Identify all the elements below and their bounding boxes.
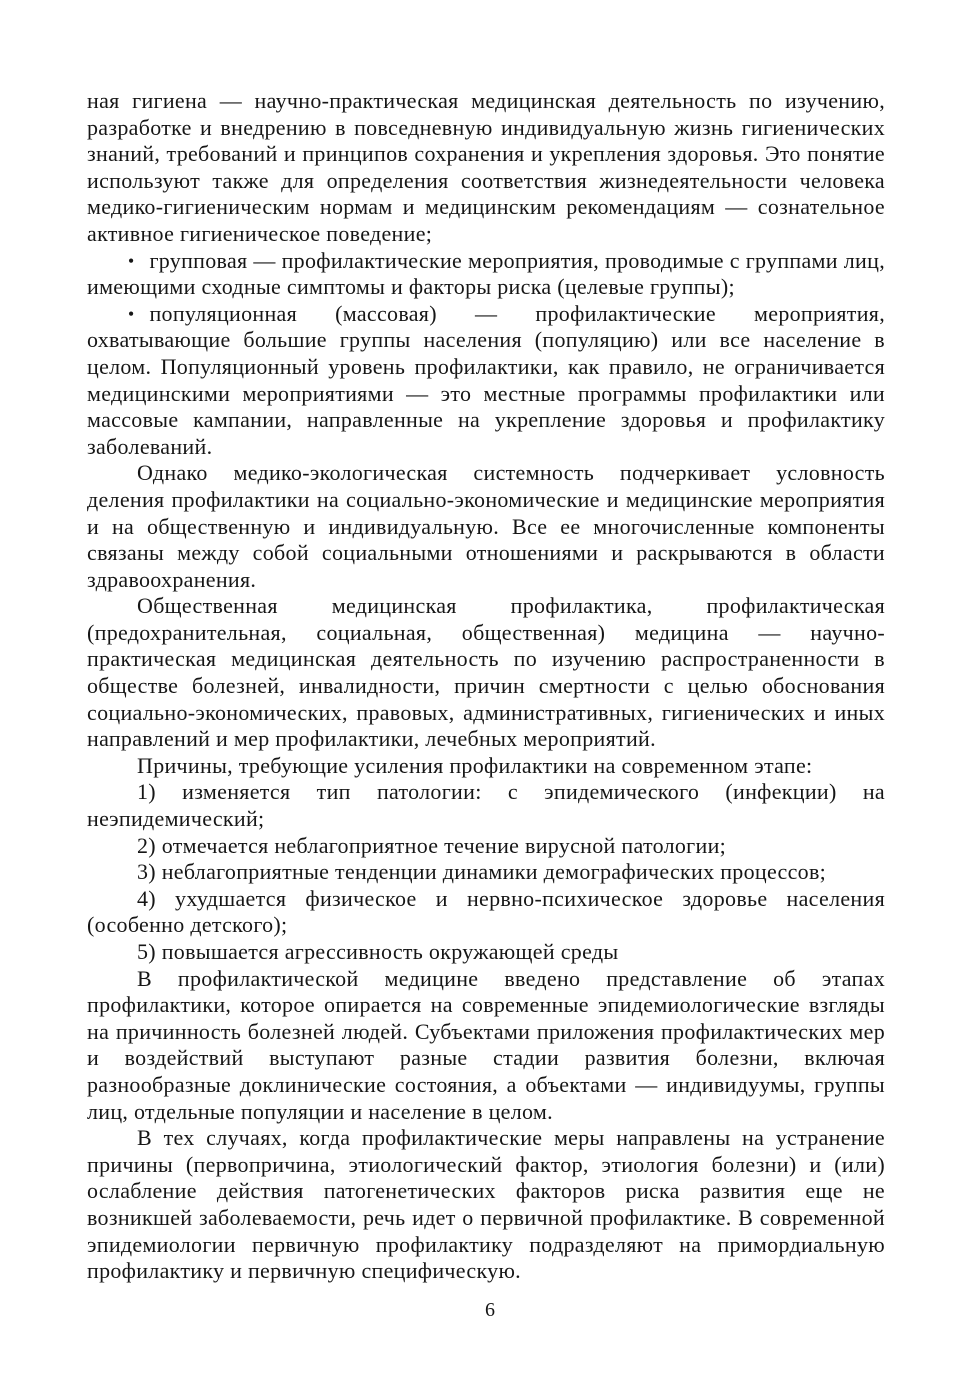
text-column xyxy=(87,88,885,1285)
bullet-icon: • xyxy=(128,303,135,324)
numbered-item-4: 4) ухудшается физическое и нервно-психическое здоровье населения (особенно детского); xyxy=(87,885,885,938)
paragraph: В тех случаях, когда профилактические меры направлены на устранение причины (первопричина, этиологический фактор, этиология болезни) и (или) ослабление действия патогенетических факторов риска развития еще не возникшей заболеваемости, речь идет о первичной профилактике. В современной эпидемиологии первичную профилактику подразделяют на примордиальную профилактику и первичную специфическую. xyxy=(87,1125,885,1284)
paragraph: Общественная медицинская профилактика, профилактическая (предохранительная, социальная, общественная) медицина — научно-практическая медицинская деятельность по изучению распространенности в обществе болезней, инвалидности, причин смертности с целью обоснования социально-экономических, правовых, административных, гигиенических и иных направлений и мер профилактики, лечебных мероприятий. xyxy=(87,593,885,752)
bullet-item-text: популяционная (массовая) — профилактические мероприятия, охватывающие большие группы населения (популяцию) или все население в целом. Популяционный уровень профилактики, как правило, не ограничивается медицинскими мероприятиями — это местные программы профилактики или массовые кампании, направленные на укрепление здоровья и профилактику заболеваний. xyxy=(87,300,885,459)
bullet-item-population xyxy=(87,301,885,461)
bullet-item-text: групповая — профилактические мероприятия, проводимые с группами лиц, имеющими сходные симптомы и факторы риска (целевые группы); xyxy=(87,247,885,300)
numbered-item-1: 1) изменяется тип патологии: с эпидемического (инфекции) на неэпидемический; xyxy=(87,779,885,832)
paragraph: В профилактической медицине введено представление об этапах профилактики, которое опирается на современные эпидемиологические взгляды на причинность болезней людей. Субъектами приложения профилактических мер и воздействий выступают разные стадии развития болезни, включая разнообразные доклинические состояния, а объектами — индивидуумы, группы лиц, отдельные популяции и население в целом. xyxy=(87,965,885,1124)
page-number: 6 xyxy=(485,1299,495,1321)
bullet-item-group xyxy=(87,248,885,301)
paragraph-continuation: ная гигиена — научно-практическая медицинская деятельность по изучению, разработке и внедрению в повседневную индивидуальную жизнь гигиенических знаний, требований и принципов сохранения и укрепления здоровья. Это понятие используют также для определения соответствия жизнедеятельности человека медико-гигиеническим нормам и медицинским рекомендациям — сознательное активное гигиеническое поведение; xyxy=(87,88,885,246)
numbered-item-5: 5) повышается агрессивность окружающей среды xyxy=(137,939,619,964)
paragraph-list-intro: Причины, требующие усиления профилактики на современном этапе: xyxy=(137,752,813,778)
paragraph: Однако медико-экологическая системность подчеркивает условность деления профилактики на социально-экономические и медицинские мероприятия и на общественную и индивидуальную. Все ее многочисленные компоненты связаны между собой социальными отношениями и раскрываются в области здравоохранения. xyxy=(87,460,885,592)
bullet-icon: • xyxy=(128,250,135,271)
numbered-item-3: 3) неблагоприятные тенденции динамики демографических процессов; xyxy=(137,859,827,885)
numbered-item-2: 2) отмечается неблагоприятное течение вирусной патологии; xyxy=(137,832,727,858)
